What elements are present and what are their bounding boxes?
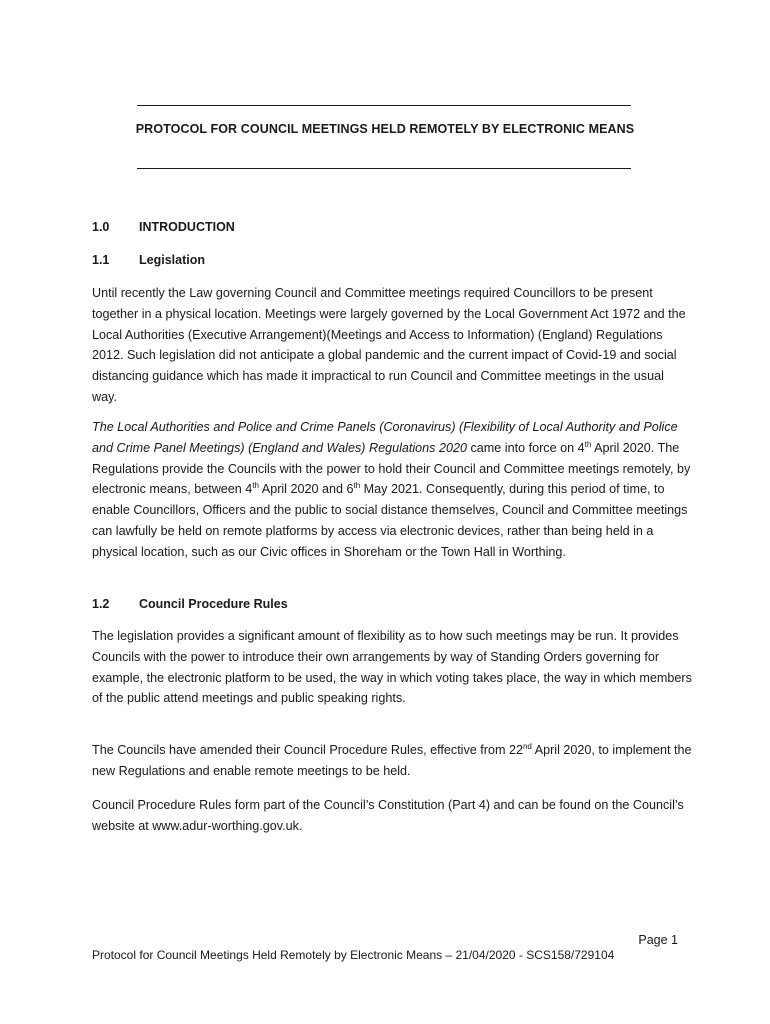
ordinal-suffix: nd: [522, 741, 532, 751]
section-label: Council Procedure Rules: [139, 597, 288, 611]
paragraph-flexibility: The legislation provides a significant amount of flexibility as to how such meetings may be run. It provides Councils with the power to introduce their own arrangements by way of Standing Orders governing for example, the electronic platform to be used, the way in which voting takes place, the way in which members of the public attend meetings and public speaking rights.: [92, 629, 692, 706]
paragraph-regulations: [92, 417, 692, 563]
paragraph-constitution: Council Procedure Rules form part of the Council’s Constitution (Part 4) and can be found on the Council’s website at www.adur-worthing.gov.uk.: [92, 798, 684, 833]
section-number: 1.0: [92, 220, 110, 234]
regulations-title: The Local Authorities and Police and Crime Panels (Coronavirus) (Flexibility of Local Authority and Police and Crime Panel Meetings) (England and Wales) Regulations 2020: [92, 420, 678, 455]
section-number: 1.1: [92, 253, 110, 267]
ordinal-suffix: th: [252, 481, 259, 491]
paragraph-text: May 2021. Consequently, during this period of time, to enable Councillors, Officers and the public to social distance themselves, Council and Committee meetings can lawfully be held on remote platforms by access via electronic devices, rather than being held in a physical location, such as our Civic offices in Shoreham or the Town Hall in Worthing.: [92, 482, 688, 559]
paragraph-text: came into force on 4: [467, 440, 585, 455]
ordinal-suffix: th: [584, 439, 592, 449]
paragraph-text: April 2020, to implement the new Regulations and enable remote meetings to be held.: [92, 743, 692, 778]
page-number: Page 1: [638, 933, 678, 947]
ordinal-suffix: th: [353, 481, 361, 491]
paragraph-text: April 2020. The Regulations provide the Councils with the power to hold their Council and Committee meetings remotely, by electronic means, between 4: [92, 440, 691, 497]
section-number: 1.2: [92, 597, 110, 611]
paragraph-legislation-intro: Until recently the Law governing Council and Committee meetings required Councillors to be present together in a physical location. Meetings were largely governed by the Local Government Act 1972 and the Local Authorities (Executive Arrangement)(Meetings and Access to Information) (England) Regulations 2012. Such legislation did not anticipate a global pandemic and the current impact of Covid-19 and social distancing guidance which has made it impractical to run Council and Committee meetings in the usual way.: [92, 286, 686, 404]
title-rule-top: [137, 105, 631, 106]
page-footer: Protocol for Council Meetings Held Remotely by Electronic Means – 21/04/2020 - SCS158/729104: [92, 948, 615, 962]
title-rule-bottom: [137, 168, 631, 169]
section-heading-legislation: [92, 253, 205, 267]
paragraph-text: The Councils have amended their Council Procedure Rules, effective from 22: [92, 743, 523, 757]
section-label: Legislation: [139, 253, 205, 267]
section-label: INTRODUCTION: [139, 220, 235, 234]
section-heading-procedure-rules: [92, 597, 288, 611]
paragraph-amendments: [92, 740, 692, 782]
section-heading-introduction: [92, 220, 235, 234]
paragraph-text: April 2020 and 6: [258, 482, 354, 497]
document-title: PROTOCOL FOR COUNCIL MEETINGS HELD REMOTELY BY ELECTRONIC MEANS: [135, 122, 635, 136]
